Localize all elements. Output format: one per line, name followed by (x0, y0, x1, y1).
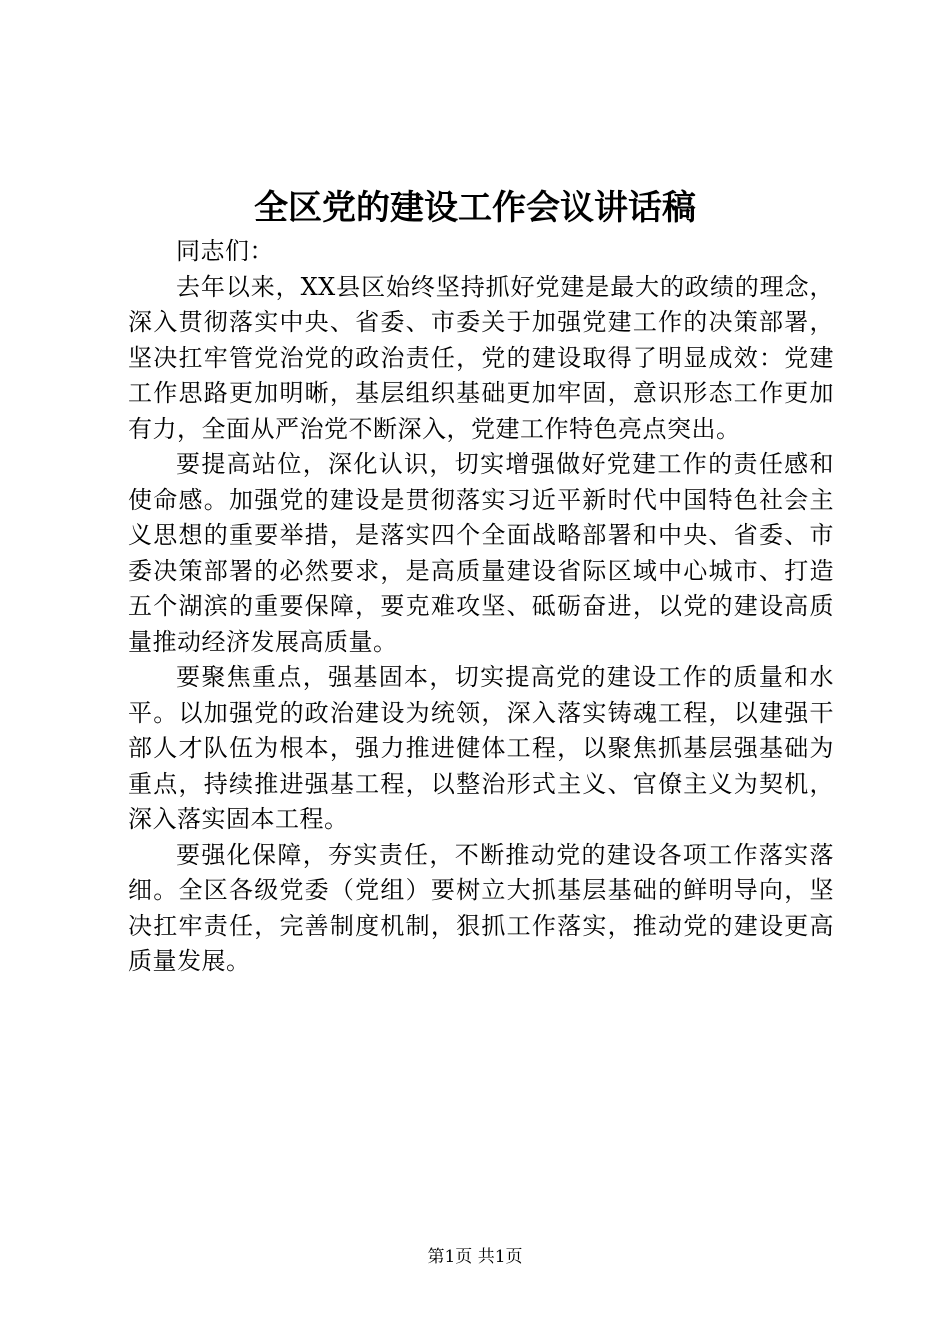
body-paragraph: 要聚焦重点，强基固本，切实提高党的建设工作的质量和水平。以加强党的政治建设为统领，深入落实铸魂工程，以建强干部人才队伍为根本，强力推进健体工程，以聚焦抓基层强基础为重点，持续推进强基工程，以整治形式主义、官僚主义为契机，深入落实固本工程。 (128, 663, 834, 833)
document-title: 全区党的建设工作会议讲话稿 (254, 188, 696, 228)
salutation-paragraph: 同志们： (176, 237, 274, 265)
document-body (128, 234, 834, 980)
page-footer: 第1页 共1页 (427, 1247, 523, 1267)
body-paragraph: 要提高站位，深化认识，切实增强做好党建工作的责任感和使命感。加强党的建设是贯彻落实习近平新时代中国特色社会主义思想的重要举措，是落实四个全面战略部署和中央、省委、市委决策部署的必然要求，是高质量建设省际区域中心城市、打造五个湖滨的重要保障，要克难攻坚、砥砺奋进，以党的建设高质量推动经济发展高质量。 (128, 450, 834, 656)
body-paragraph: 要强化保障，夯实责任，不断推动党的建设各项工作落实落细。全区各级党委（党组）要树立大抓基层基础的鲜明导向，坚决扛牢责任，完善制度机制，狠抓工作落实，推动党的建设更高质量发展。 (128, 840, 834, 975)
body-paragraph: 去年以来，XX县区始终坚持抓好党建是最大的政绩的理念，深入贯彻落实中央、省委、市委关于加强党建工作的决策部署，坚决扛牢管党治党的政治责任，党的建设取得了明显成效：党建工作思路更加明晰，基层组织基础更加牢固，意识形态工作更加有力，全面从严治党不断深入，党建工作特色亮点突出。 (128, 272, 834, 443)
